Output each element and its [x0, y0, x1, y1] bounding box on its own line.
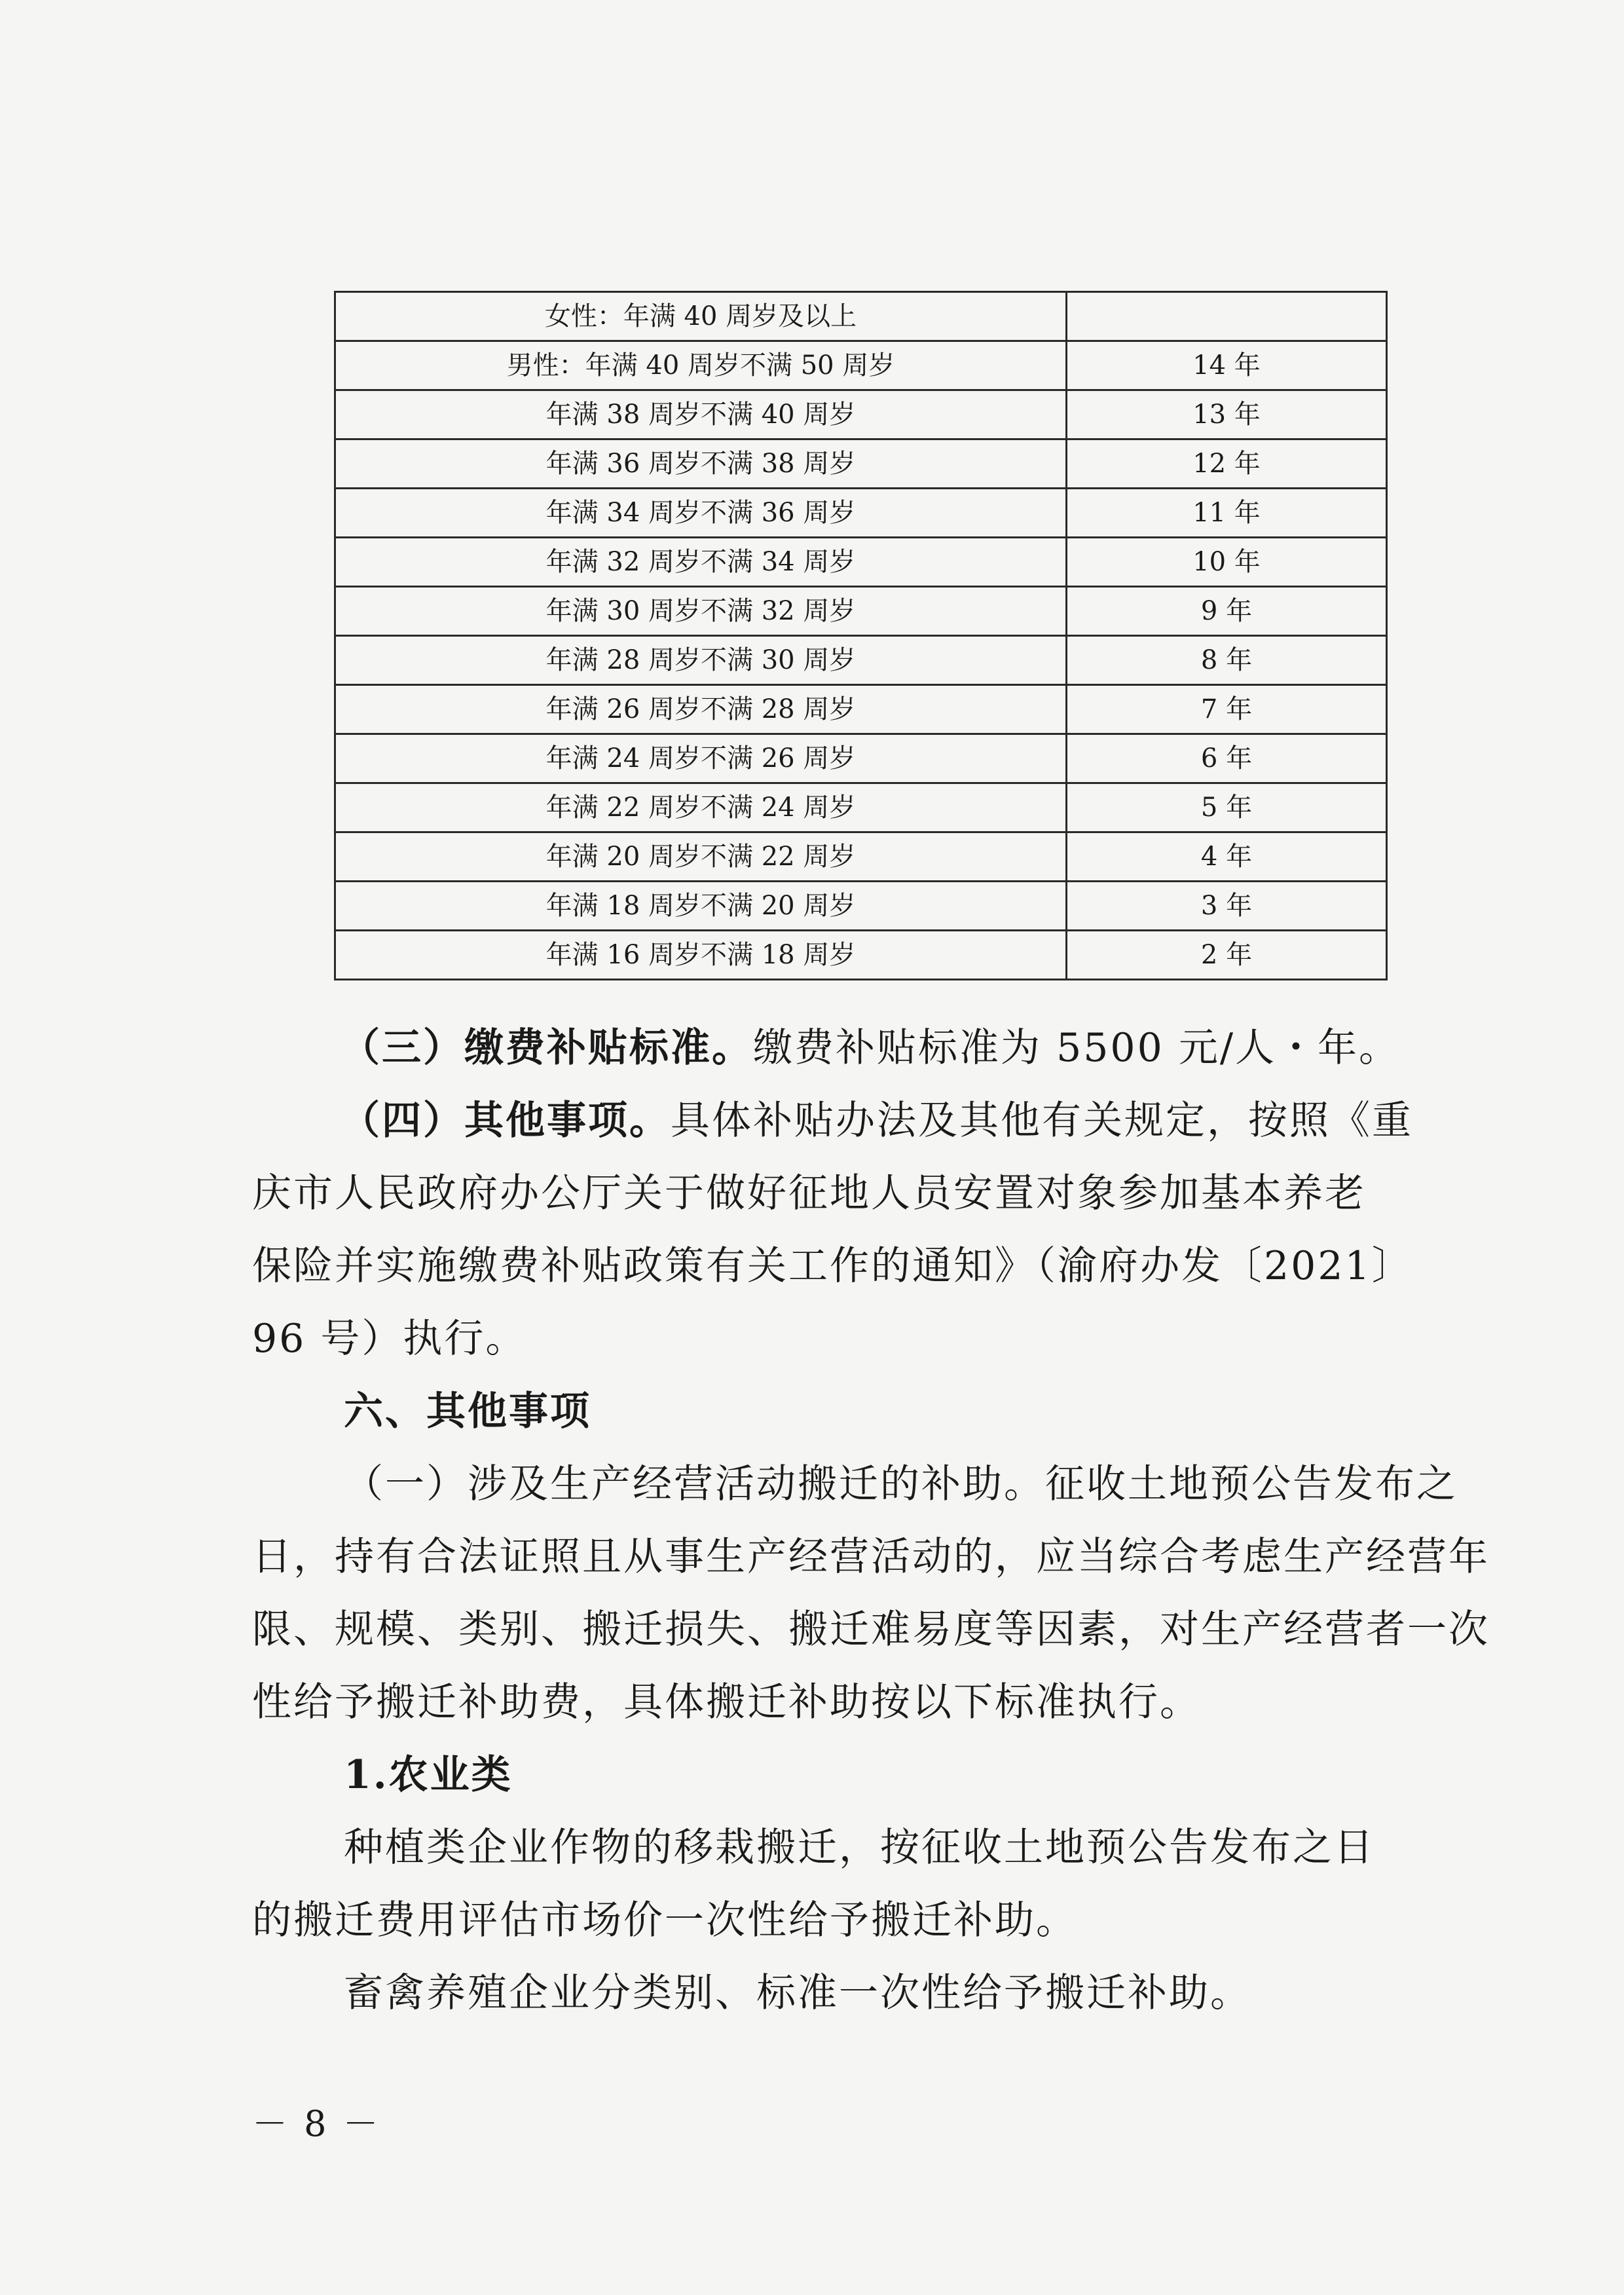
table-row	[335, 832, 1387, 882]
years-cell: 11 年	[1067, 489, 1387, 538]
subsidy-years-table	[334, 291, 1382, 980]
section-4-line-4: 96 号）执行。	[252, 1316, 527, 1362]
table-row	[335, 931, 1387, 980]
section-4-line-2: 庆市人民政府办公厅关于做好征地人员安置对象参加基本养老	[252, 1170, 1366, 1216]
page-number: － 8 －	[252, 2103, 381, 2144]
years-cell: 4 年	[1067, 832, 1387, 882]
section-4-text-1: 具体补贴办法及其他有关规定，按照《重	[671, 1098, 1413, 1144]
section-3-text: 缴费补贴标准为 5500 元/人・年。	[753, 1025, 1401, 1071]
section-6-p3: 畜禽养殖企业分类别、标准一次性给予搬迁补助。	[344, 1970, 1251, 2016]
table-row	[335, 538, 1387, 587]
table-row	[335, 882, 1387, 931]
table-row	[335, 734, 1387, 783]
section-6-p1-line-3: 限、规模、类别、搬迁损失、搬迁难易度等因素，对生产经营者一次	[252, 1607, 1490, 1652]
table-row	[335, 685, 1387, 734]
section-6-title: 六、其他事项	[344, 1389, 591, 1434]
table-row	[335, 390, 1387, 439]
years-cell: 14 年	[1067, 341, 1387, 390]
age-range-cell: 年满 36 周岁不满 38 周岁	[335, 439, 1067, 489]
age-range-cell: 男性：年满 40 周岁不满 50 周岁	[335, 341, 1067, 390]
age-range-cell: 年满 32 周岁不满 34 周岁	[335, 538, 1067, 587]
section-6-p1-line-1: （一）涉及生产经营活动搬迁的补助。征收土地预公告发布之	[344, 1461, 1458, 1507]
years-cell: 12 年	[1067, 439, 1387, 489]
years-cell: 7 年	[1067, 685, 1387, 734]
age-range-cell: 年满 16 周岁不满 18 周岁	[335, 931, 1067, 980]
age-range-cell: 年满 38 周岁不满 40 周岁	[335, 390, 1067, 439]
section-6-p1-line-4: 性给予搬迁补助费，具体搬迁补助按以下标准执行。	[252, 1679, 1201, 1725]
years-cell: 6 年	[1067, 734, 1387, 783]
years-cell: 10 年	[1067, 538, 1387, 587]
section-3-paragraph	[252, 1012, 1467, 1085]
section-4-heading: （四）其他事项。	[341, 1098, 671, 1144]
age-range-cell: 年满 26 周岁不满 28 周岁	[335, 685, 1067, 734]
table-row	[335, 489, 1387, 538]
section-6-p1-line-2: 日，持有合法证照且从事生产经营活动的，应当综合考虑生产经营年	[252, 1534, 1490, 1580]
age-range-cell: 年满 34 周岁不满 36 周岁	[335, 489, 1067, 538]
years-cell: 2 年	[1067, 931, 1387, 980]
years-cell: 9 年	[1067, 587, 1387, 636]
table-row	[335, 587, 1387, 636]
table-row	[335, 783, 1387, 832]
years-cell: 5 年	[1067, 783, 1387, 832]
age-years-table	[334, 291, 1388, 980]
age-range-cell: 年满 22 周岁不满 24 周岁	[335, 783, 1067, 832]
age-range-cell: 年满 18 周岁不满 20 周岁	[335, 882, 1067, 931]
table-row	[335, 292, 1387, 341]
age-range-cell: 年满 20 周岁不满 22 周岁	[335, 832, 1067, 882]
years-cell: 13 年	[1067, 390, 1387, 439]
age-range-cell: 年满 28 周岁不满 30 周岁	[335, 636, 1067, 685]
section-4-line-3: 保险并实施缴费补贴政策有关工作的通知》（渝府办发〔2021〕	[252, 1243, 1413, 1289]
years-cell	[1067, 292, 1387, 341]
age-range-cell: 年满 30 周岁不满 32 周岁	[335, 587, 1067, 636]
subsection-agriculture-title: 1.农业类	[344, 1752, 513, 1798]
section-3-heading: （三）缴费补贴标准。	[341, 1025, 753, 1071]
section-6-p2-line-2: 的搬迁费用评估市场价一次性给予搬迁补助。	[252, 1897, 1077, 1943]
table-row	[335, 636, 1387, 685]
age-range-cell: 女性：年满 40 周岁及以上	[335, 292, 1067, 341]
years-cell: 3 年	[1067, 882, 1387, 931]
age-range-cell: 年满 24 周岁不满 26 周岁	[335, 734, 1067, 783]
section-4-line-1	[252, 1085, 1470, 1157]
table-row	[335, 439, 1387, 489]
section-6-p2-line-1: 种植类企业作物的移栽搬迁，按征收土地预公告发布之日	[344, 1825, 1375, 1871]
years-cell: 8 年	[1067, 636, 1387, 685]
table-row	[335, 341, 1387, 390]
